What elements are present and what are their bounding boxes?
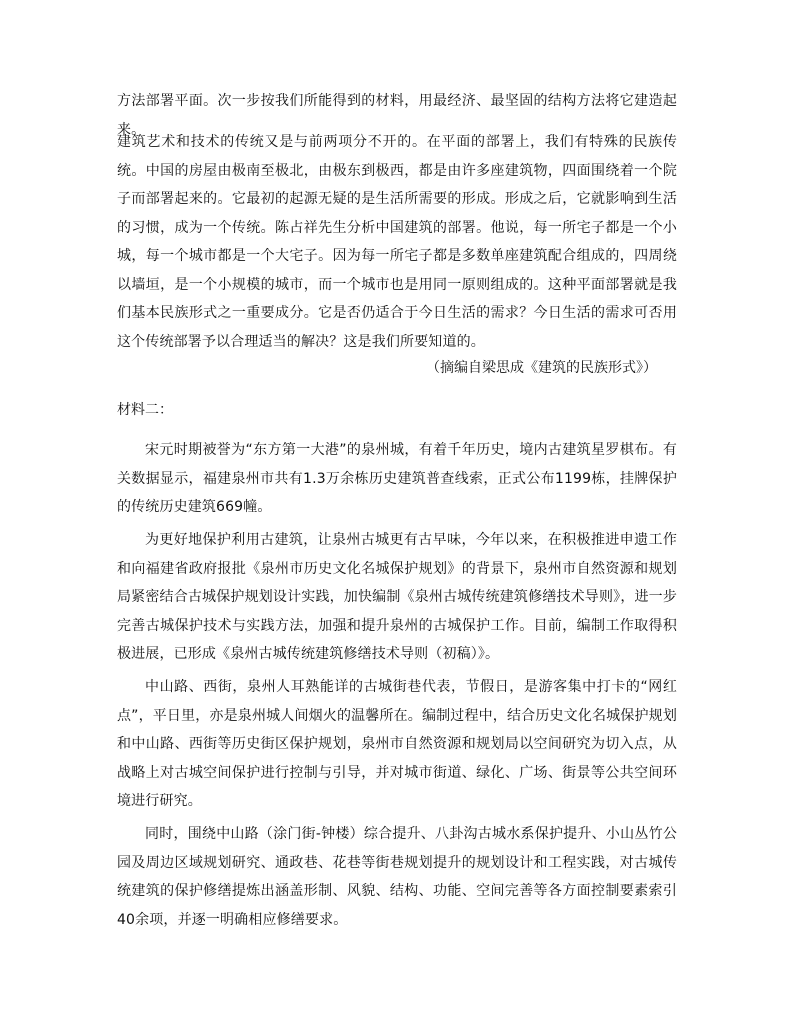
paragraph-continuation: 方法部署平面。次一步按我们所能得到的材料，用最经济、最坚固的结构方法将它建造起来。	[117, 93, 677, 138]
material-two-heading: 材料二：	[117, 402, 173, 418]
source-citation: （摘编自梁思成《建筑的民族形式》）	[426, 360, 657, 376]
paragraph-renovation-requirements: 同时，围绕中山路（涂门街-钟楼）综合提升、八卦沟古城水系保护提升、小山丛竹公园及周边区域规划研究、通政巷、花巷等街巷规划提升的规划设计和工程实践，对古城传统建筑的保护修缮提炼出涵盖形制、风貌、结构、功能、空间完善等各方面控制要素索引40余项，并逐一明确相应修缮要求。	[117, 826, 677, 928]
paragraph-quanzhou-history: 宋元时期被誉为“东方第一大港”的泉州城，有着千年历史，境内古建筑星罗棋布。有关数据显示，福建泉州市共有1.3万余栋历史建筑普查线索，正式公布1199栋，挂牌保护的传统历史建筑669幢。	[117, 442, 677, 515]
paragraph-architecture-tradition: 建筑艺术和技术的传统又是与前两项分不开的。在平面的部署上，我们有特殊的民族传统。中国的房屋由极南至极北，由极东到极西，都是由许多座建筑物，四面围绕着一个院子而部署起来的。它最初的起源无疑的是生活所需要的形成。形成之后，它就影响到生活的习惯，成为一个传统。陈占祥先生分析中国建筑的部署。他说，每一所宅子都是一个小城，每一个城市都是一个大宅子。因为每一所宅子都是多数单座建筑配合组成的，四周绕以墙垣，是一个小规模的城市，而一个城市也是用同一原则组成的。这种平面部署就是我们基本民族形式之一重要成分。它是否仍适合于今日生活的需求？今日生活的需求可否用这个传统部署予以合理适当的解决？这是我们所要知道的。	[117, 134, 677, 350]
paragraph-zhongshan-road: 中山路、西街，泉州人耳熟能详的古城街巷代表，节假日，是游客集中打卡的“网红点”，平日里，亦是泉州城人间烟火的温馨所在。编制过程中，结合历史文化名城保护规划和中山路、西街等历史街区保护规划，泉州市自然资源和规划局以空间研究为切入点，从战略上对古城空间保护进行控制与引导，并对城市街道、绿化、广场、街景等公共空间环境进行研究。	[117, 679, 677, 809]
paragraph-protection-plan: 为更好地保护利用古建筑，让泉州古城更有古早味，今年以来，在积极推进申遗工作和向福建省政府报批《泉州市历史文化名城保护规划》的背景下，泉州市自然资源和规划局紧密结合古城保护规划设计实践，加快编制《泉州古城传统建筑修缮技术导则》，进一步完善古城保护技术与实践方法，加强和提升泉州的古城保护工作。目前，编制工作取得积极进展，已形成《泉州古城传统建筑修缮技术导则（初稿）》。	[117, 532, 677, 662]
